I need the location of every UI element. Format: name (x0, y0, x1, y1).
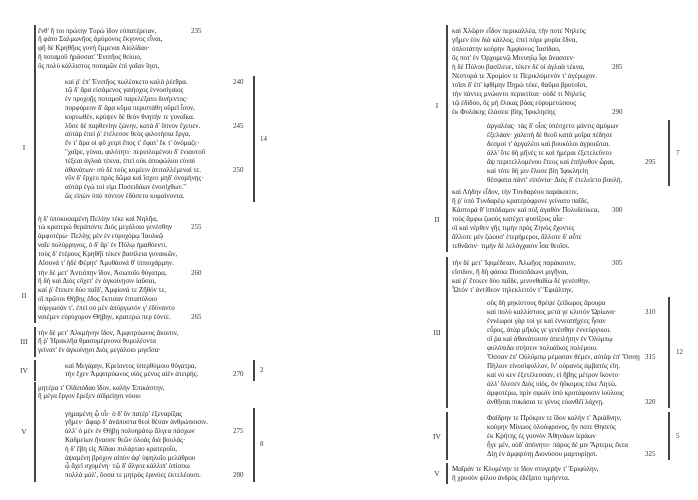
verse-line: καί ῥ' ἔτεκεν δύο παῖδε, μινυνθαδίω δὲ γενέσθην, (452, 276, 590, 285)
verse-line: ἄλλοτε μὲν ζώουσ' ἑτερήμεροι, ἄλλοτε δ' αὖτε (452, 232, 582, 241)
line-number: 270 (233, 370, 244, 379)
verse-line: κούρην Μίνωος ὀλοόφρονος, ἥν ποτε Θησεὺς (487, 422, 616, 431)
verse-line: γῆμεν· ἄφαρ δ' ἀνάπυστα θεοὶ θέσαν ἀνθρώποισιν. (65, 418, 208, 427)
verse-line: "χαῖρε, γύναι, φιλότητι· περιπλομένου δ' ἐνιαυτοῦ (65, 147, 206, 156)
verse-line: ὁπλοτάτην κούρην Ἀμφίονος Ἰασίδαο, (452, 44, 561, 53)
verse-line: τοὺς ἄμφω ζωοὺς κατέχει φυσίζοος αἶα· (452, 214, 565, 223)
verse-line: καί ῥ' ἐπ' Ἐνιπῆος πωλέσκετο καλὰ ῥέεθρα. (65, 77, 188, 86)
verse-line: ἥ ῥ' Ἡρακλῆα θρασυμέμνονα θυμολέοντα (38, 337, 157, 346)
verse-line: φυλόπιδα στήσειν πολυάϊκος πολέμοιο. (487, 343, 598, 352)
verse-line: ἐννέωροι γὰρ τοί γε καὶ ἐννεαπήχεες ἦσαν (487, 316, 606, 325)
verse-line: πύργωσάν τ', ἐπεὶ οὐ μὲν ἀπύργωτόν γ' ἐδύναντο (38, 303, 175, 312)
line-number: 290 (612, 107, 623, 116)
segment-line-count: 8 (260, 440, 264, 449)
verse-line: τὴν δὲ μετ' Ἰφιμέδειαν, Ἀλωῆος παράκοιτιν, (452, 258, 576, 267)
section-left-bar (34, 382, 36, 482)
verse-line: γῆμεν ἑὸν διὰ κάλλος, ἐπεὶ πόρε μυρία ἕδνα, (452, 35, 578, 44)
verse-line: ἁψαμένη βρόχον αἰπὺν ἀφ' ὑψηλοῖο μελάθρου (65, 453, 196, 462)
verse-line: καί ῥ' ἔτεκεν δύο παῖδ', Ἀμφίονά τε Ζῆθόν τε, (38, 286, 167, 295)
verse-line: ἡ δ' ὑποκυσαμένη Πελίην τέκε καὶ Νηλῆα, (38, 214, 158, 223)
verse-line: ἣ μέγα ἔργον ἔρεξεν ἀϊδρείῃσι νόοιο (38, 392, 141, 401)
segment-line-count: 7 (676, 148, 680, 157)
verse-line: ἥ ῥ' ὑπὸ Τυνδαρέῳ κρατερόφρονε γείνατο παῖδε, (452, 196, 589, 205)
verse-line: Πήλιον εἰνοσίφυλλον, ἵν' οὐρανὸς ἀμβατὸς εἴη. (487, 361, 621, 370)
line-number: 325 (645, 449, 656, 458)
verse-line: ἣ φάτο Σαλμωνῆος ἀμύμονος ἔκγονος εἶναι, (38, 35, 163, 44)
verse-line: εἴσιδον, ἣ δὴ φάσκε Ποσειδάωνι μιγῆναι, (452, 267, 569, 276)
verse-line: Καδμείων ἤνασσε θεῶν ὀλοὰς διὰ βουλάς· (65, 435, 186, 444)
section-label: III (433, 328, 441, 337)
verse-line: τοὺς δ' ἑτέρους Κρηθῆϊ τέκεν βασίλεια γυναικῶν, (38, 249, 178, 258)
verse-line: τοῖσι δ' ἐπ' ἰφθίμην Πηρὼ τέκε, θαῦμα βροτοῖσι, (452, 80, 587, 89)
verse-line: τὴν ἔχεν Ἀμφιτρύωνος υἱὸς μένος αἰὲν ἀτειρής. (65, 370, 199, 379)
verse-line: λῦσε δὲ παρθενίην ζώνην, κατὰ δ' ὕπνον ἔχευεν. (65, 121, 201, 130)
verse-line: οἳ πρῶτοι Θήβης ἕδος ἔκτισαν ἑπταπύλοιο (38, 294, 158, 303)
section-left-bar (446, 257, 448, 408)
verse-line: καί νύ κεν ἐξετέλεσσαν, εἰ ἥβης μέτρον ἵκοντο· (487, 370, 621, 379)
section-left-bar (34, 267, 36, 323)
verse-line: ἦγε μέν, οὐδ' ἀπόνητο· πάρος δέ μιν Ἄρτεμις ἔκτα (487, 440, 629, 449)
section-label: II (434, 214, 440, 224)
line-number: 265 (191, 312, 202, 321)
verse-line: τὴν δὲ μετ' Ἀντιόπην ἴδον, Ἀσωποῖο θύγατρα, (38, 268, 167, 277)
section-label: V (21, 427, 27, 437)
verse-line: ἐξελάαν· χαλεπὴ δὲ θεοῦ κατὰ μοῖρα πέδησε (487, 130, 613, 139)
section-label: IV (433, 431, 441, 441)
verse-line: τὴν δὲ μετ' Ἀλκμήνην ἴδον, Ἀμφιτρύωνος ἄκοιτιν, (38, 328, 179, 337)
segment-line-count: 5 (676, 431, 680, 440)
verse-line: Αἴσονά τ' ἠδὲ Φέρητ' Ἀμυθάονά θ' ἱππιοχάρμην. (38, 258, 174, 267)
line-number: 310 (645, 307, 656, 316)
verse-line: γείνατ' ἐν ἀγκοίνῃσι Διὸς μεγάλοιο μιγεῖσα· (38, 346, 161, 355)
verse-line: τὴν πάντες μνώοντο περικτίται· οὐδέ τι Νηλεὺς (452, 89, 586, 98)
verse-line: τεθνᾶσιν· τιμὴν δὲ λελόγχασιν ἶσα θεοῖσι. (452, 241, 570, 250)
verse-line: αὐτὰρ ἐπεί ῥ' ἐτέλεσσε θεὸς φιλοτήσια ἔργα, (65, 130, 191, 139)
line-number: 255 (191, 223, 202, 232)
line-number: 240 (233, 77, 244, 86)
verse-line: καὶ τότε δή μιν ἔλυσε βίη Ἰφικληείη (487, 166, 589, 175)
verse-line: εὖρος, ἀτὰρ μῆκός γε γενέσθην ἐννεόργυιοι. (487, 325, 612, 334)
section-label: II (21, 290, 27, 300)
verse-line: οὓς δὴ μηκίστους θρέψε ζείδωρος ἄρουρα (487, 298, 606, 307)
section-label: V (434, 469, 440, 478)
section-left-bar (34, 360, 36, 381)
section-label: I (22, 142, 26, 152)
verse-line: καὶ Χλῶριν εἶδον περικαλλέα, τὴν ποτε Νηλεὺς (452, 26, 586, 35)
verse-line: καὶ Λήδην εἶδον, τὴν Τυνδαρέου παράκοιτιν, (452, 187, 579, 196)
segment-right-bar (253, 408, 255, 482)
verse-line: ἡ δὲ Πύλου βασίλευε, τέκεν δέ οἱ ἀγλαὰ τέκνα, (452, 62, 585, 71)
line-number: 245 (233, 121, 244, 130)
verse-line: ὅς ποτ' ἐν Ὀρχομενῷ Μινυηΐῳ ἶφι ἄνασσεν· (452, 53, 576, 62)
verse-line: ἔν τ' ἄρα οἱ φῦ χειρὶ ἔπος τ' ἔφατ' ἔκ τ' ὀνόμαζε· (65, 139, 200, 148)
verse-line: οἵ ῥα καὶ ἀθανάτοισιν ἀπειλήτην ἐν Ὀλύμπῳ (487, 334, 613, 343)
segment-right-bar (253, 360, 255, 381)
section-label: III (20, 337, 28, 347)
verse-line: τῷ ἐδίδου, ὃς μὴ ἕλικας βόας εὐρυμετώπους (452, 98, 577, 107)
line-number: 305 (612, 258, 623, 267)
verse-line: ᾧ ἄχεϊ σχομένη· τῷ δ' ἄλγεα κάλλιπ' ὀπίσσω (65, 462, 190, 471)
verse-line: Νέστορά τε Χρομίον τε Περικλύμενόν τ' ἀγέρωχον. (452, 71, 597, 80)
verse-line: ὣς εἰπὼν ὑπὸ πόντον ἐδύσετο κυμαίνοντα. (65, 191, 185, 200)
verse-line: ἣ ποταμοῦ ἠράσσατ' Ἐνιπῆος θείοιο, (38, 52, 142, 61)
verse-line: ἣ δὴ καὶ Διὸς εὔχετ' ἐν ἀγκοίνῃσιν ἰαῦσαι, (38, 277, 157, 286)
segment-right-bar (668, 297, 670, 408)
line-number: 250 (233, 165, 244, 174)
segment-right-bar (668, 412, 670, 460)
verse-line: φῆ δὲ Κρηθῆος γυνὴ ἔμμεναι Αἰολίδαο· (38, 44, 150, 53)
verse-line: Ὄσσαν ἐπ' Οὐλύμπῳ μέμασαν θέμεν, αὐτὰρ ἐπ' Ὄσσῃ (487, 352, 640, 361)
section-left-bar (446, 25, 448, 186)
verse-line: οἳ καὶ νέρθεν γῆς τιμὴν πρὸς Ζηνὸς ἔχοντες (452, 223, 575, 232)
verse-line: ἐκ Κρήτης ἐς γουνὸν Ἀθηνάων ἱεράων (487, 431, 596, 440)
segment-line-count: 2 (260, 365, 264, 374)
verse-line: γημαμένη ᾧ υἷι· ὁ δ' ὃν πατέρ' ἐξεναρίξας (65, 409, 183, 418)
verse-line: θέσφατα πάντ' εἰπόντα· Διὸς δ' ἐτελείετο βουλή. (487, 175, 623, 184)
verse-line: Μαῖράν τε Κλυμένην τε ἴδον στυγερήν τ' Ἐριφύλην, (452, 464, 599, 473)
line-number: 285 (612, 62, 623, 71)
verse-line: ἡ δ' ἔβη εἰς Ἀΐδαο πυλάρταο κρατεροῖο, (65, 444, 177, 453)
verse-line: ἀμφοτέρω· Πελίης μὲν ἐν εὐρυχόρῳ Ἰαολκῷ (38, 232, 164, 241)
segment-line-count: 14 (260, 134, 267, 143)
verse-line: τέξεαι ἀγλαὰ τέκνα, ἐπεὶ οὐκ ἀποφώλιοι εὐναὶ (65, 156, 196, 165)
line-number: 295 (645, 157, 656, 166)
verse-line: ἂψ περιτελλομένου ἔτεος καὶ ἐπήλυθον ὧραι, (487, 157, 615, 166)
verse-line: ναῖε πολύρρηνος, ὁ δ' ἄρ' ἐν Πύλῳ ἠμαθόεντι. (38, 240, 168, 249)
verse-line: ἀθανάτων· σὺ δὲ τοὺς κομέειν ἀτιταλλέμεναί τε. (65, 165, 202, 174)
verse-line: δεσμοί τ' ἀργαλέοι καὶ βουκόλοι ἀγροιῶται. (487, 139, 611, 148)
verse-line: ἀλλ' ὅτε δὴ μῆνές τε καὶ ἡμέραι ἐξετελεῦντο (487, 148, 612, 157)
section-left-bar (34, 327, 36, 357)
verse-line: καὶ Μεγάρην, Κρείοντος ὑπερθύμοιο θύγατρα, (65, 361, 197, 370)
verse-line: ἐκ Φυλάκης ἐλάσειε βίης Ἰφικληείης (452, 107, 556, 116)
verse-line: ἐν προχοῇς ποταμοῦ παρελέξατο δινήεντος· (65, 95, 189, 104)
segment-right-bar (253, 76, 255, 202)
verse-line: τὼ κρατερὼ θεράποντε Διὸς μεγάλοιο γενέσθην (38, 223, 173, 232)
section-label: IV (20, 365, 28, 375)
verse-line: νῦν δ' ἔρχευ πρὸς δῶμα καὶ ἴσχεο μηδ' ὀνομήνῃς· (65, 174, 204, 183)
verse-line: Ὦτόν τ' ἀντίθεον τηλεκλειτόν τ' Ἐφιάλτην, (452, 285, 574, 294)
verse-line: ἀμφοτέρω, πρίν σφωϊν ὑπὸ κροτάφοισιν ἰούλους (487, 388, 624, 397)
section-left-bar (446, 463, 448, 484)
verse-line: Δίῃ ἐν ἀμφιρύτῃ Διονύσου μαρτυρίῃσι. (487, 449, 598, 458)
section-left-bar (34, 25, 36, 269)
verse-line: μητέρα τ' Οἰδιπόδαο ἴδον, καλὴν Ἐπικάστην, (38, 383, 165, 392)
verse-line: ἀργαλέας· τὰς δ' οἶος ὑπέσχετο μάντις ἀμύμων (487, 121, 619, 130)
line-number: 235 (191, 26, 202, 35)
verse-line: ἀλλ' ὁ μὲν ἐν Θήβῃ πολυηράτῳ ἄλγεα πάσχων (65, 427, 195, 436)
verse-line: ἣ χρυσὸν φίλου ἀνδρὸς ἐδέξατο τιμήεντα. (452, 473, 570, 482)
section-label: I (435, 101, 439, 110)
verse-line: πολλὰ μάλ', ὅσσα τε μητρὸς ἐρινύες ἐκτελέουσι. (65, 471, 201, 480)
verse-line: αὐτὰρ ἐγώ τοί εἰμι Ποσειδάων ἐνοσίχθων." (65, 183, 187, 192)
line-number: 320 (645, 397, 656, 406)
verse-line: Φαίδρην τε Πρόκριν τε ἴδον καλήν τ' Ἀριάδνην, (487, 413, 622, 422)
line-number: 315 (645, 352, 656, 361)
line-number: 275 (233, 427, 244, 436)
line-number: 280 (233, 471, 244, 480)
verse-line: ναιέμεν εὐρύχορον Θήβην, κρατερώ περ ἐόντε. (38, 312, 171, 321)
verse-line: κυρτωθέν, κρύψεν δὲ θεὸν θνητήν τε γυναῖκα. (65, 112, 195, 121)
verse-line: ἔνθ' ἤ τοι πρώτην Τυρὼ ἴδον εὐπατέρειαν, (38, 26, 157, 35)
verse-line: καὶ πολὺ καλλίστους μετά γε κλυτὸν Ὠρίωνα· (487, 307, 617, 316)
segment-line-count: 12 (676, 348, 683, 356)
line-number: 300 (612, 205, 623, 214)
section-left-bar (446, 186, 448, 252)
verse-line: Κάστορά θ' ἱππόδαμον καὶ πὺξ ἀγαθὸν Πολυδεύκεα, (452, 205, 600, 214)
verse-line: ἀλλ' ὄλεσεν Διὸς υἱός, ὃν ἠΰκομος τέκε Λητώ, (487, 379, 617, 388)
verse-line: ἀνθῆσαι πυκάσαι τε γένυς εὐανθέϊ λάχνῃ. (487, 397, 604, 406)
verse-line: ὃς πολὺ κάλλιστος ποταμῶν ἐπὶ γαῖαν ἵησι, (38, 61, 160, 70)
section-left-bar (446, 412, 448, 460)
verse-line: τῷ δ' ἄρα εἰσάμενος γαιήοχος ἐννοσίγαιος (65, 86, 184, 95)
verse-line: πορφύρεον δ' ἄρα κῦμα περιστάθη οὔρεϊ ἶσον, (65, 103, 195, 112)
segment-right-bar (668, 120, 670, 186)
line-number: 260 (191, 268, 202, 277)
